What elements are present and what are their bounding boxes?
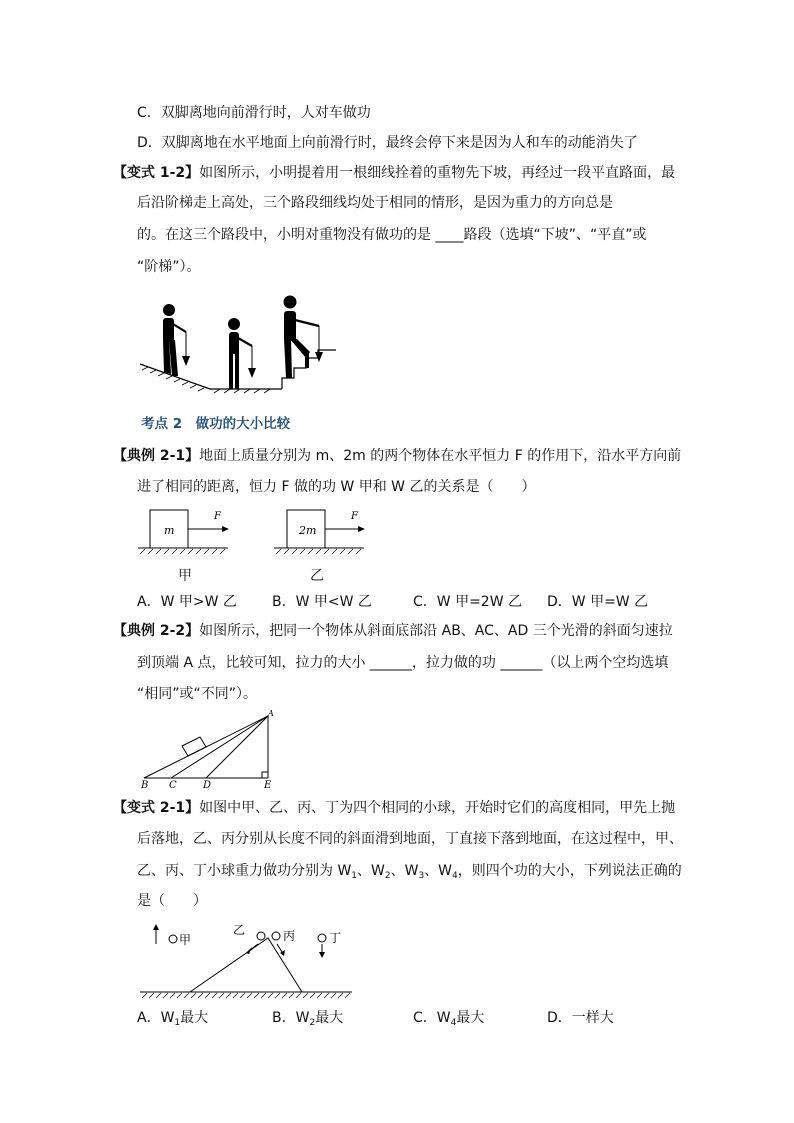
figure-caption-jia: 甲 [178, 568, 192, 584]
example-2-1-line2: 进了相同的距离，恒力 F 做的功 W 甲和 W 乙的关系是（ ） [137, 479, 536, 495]
variant-1-2-line2: 后沿阶梯走上高处，三个路段细线均处于相同的情形，是因为重力的方向总是 [137, 195, 613, 211]
variant-1-2-line4: “阶梯”）。 [137, 259, 201, 275]
q1-option-c: C．双脚离地向前滑行时，人对车做功 [137, 105, 371, 121]
variant-2-1-line2: 后落地，乙、丙分别从长度不同的斜面滑到地面，丁直接下落到地面，在这过程中，甲、 [137, 831, 683, 847]
incline-figure [138, 710, 278, 792]
example-2-1-tag: 【典例 2-1】 [113, 448, 200, 464]
example-2-2-line3: “相同”或“不同”）。 [137, 686, 258, 702]
four-balls-figure [140, 920, 355, 1000]
variant-2-1-line4: 是（ ） [137, 893, 207, 909]
point-c-label: C [169, 780, 177, 791]
example-2-2-tag: 【典例 2-2】 [113, 623, 200, 639]
variant-1-2-tag: 【变式 1-2】 [113, 165, 200, 181]
point-b-label: B [141, 780, 149, 791]
variant-2-1-line3: 乙、丙、丁小球重力做功分别为 $W_1$、$W_2$、$W_3$、$W_4$，则四个功的大小，下列说法正确的 [137, 863, 682, 881]
ball-yi-label: 乙 [233, 923, 246, 937]
box-a-mass-label: m [164, 524, 175, 537]
variant-2-1-option-d: D．一样大 [547, 1010, 614, 1026]
ball-ding-label: 丁 [329, 931, 342, 945]
box-a-force-label: F [214, 511, 221, 522]
box-b-force-label: F [351, 511, 358, 522]
point-d-label: D [203, 780, 212, 791]
walking-figure [140, 292, 340, 394]
variant-2-1-option-b: B．$W_2$最大 [272, 1010, 344, 1028]
example-2-1-option-c: C．W 甲=2W 乙 [413, 594, 522, 610]
variant-1-2-line3: 的。在这三个路段中，小明对重物没有做功的是 ____路段（选填“下坡”、“平直”或 [137, 227, 647, 243]
example-2-1-option-d: D．W 甲=W 乙 [547, 594, 649, 610]
ball-bing-label: 丙 [283, 929, 296, 943]
example-2-1-line1: 【典例 2-1】地面上质量分别为 m、2m 的两个物体在水平恒力 F 的作用下，沿水平方向前 [113, 448, 682, 464]
example-2-1-option-a: A．W 甲>W 乙 [137, 594, 237, 610]
example-2-2-line2: 到顶端 A 点，比较可知，拉力的大小 ______，拉力做的功 ______（以上两个空均选填 [137, 655, 669, 671]
ball-jia-label: 甲 [179, 933, 192, 947]
point-e-label: E [264, 780, 272, 791]
variant-2-1-tag: 【变式 2-1】 [113, 800, 200, 816]
q1-option-d: D．双脚离地在水平地面上向前滑行时，最终会停下来是因为人和车的动能消失了 [137, 135, 638, 151]
variant-2-1-option-c: C．$W_4$最大 [413, 1010, 485, 1028]
variant-1-2-line1: 【变式 1-2】如图所示，小明提着用一根细线拴着的重物先下坡，再经过一段平直路面，最 [113, 165, 676, 181]
force-box-figure [138, 505, 378, 555]
section-2-heading: 考点 2 做功的大小比较 [141, 416, 291, 432]
example-2-1-option-b: B．W 甲<W 乙 [272, 594, 372, 610]
figure-caption-yi: 乙 [310, 568, 324, 584]
point-a-label: A [268, 709, 274, 718]
variant-2-1-line1: 【变式 2-1】如图中甲、乙、丙、丁为四个相同的小球，开始时它们的高度相同，甲先上抛 [113, 800, 676, 816]
box-b-mass-label: 2m [299, 524, 317, 537]
example-2-2-line1: 【典例 2-2】如图所示，把同一个物体从斜面底部沿 AB、AC、AD 三个光滑的斜面匀速拉 [113, 623, 673, 639]
variant-2-1-option-a: A．$W_1$最大 [137, 1010, 209, 1028]
